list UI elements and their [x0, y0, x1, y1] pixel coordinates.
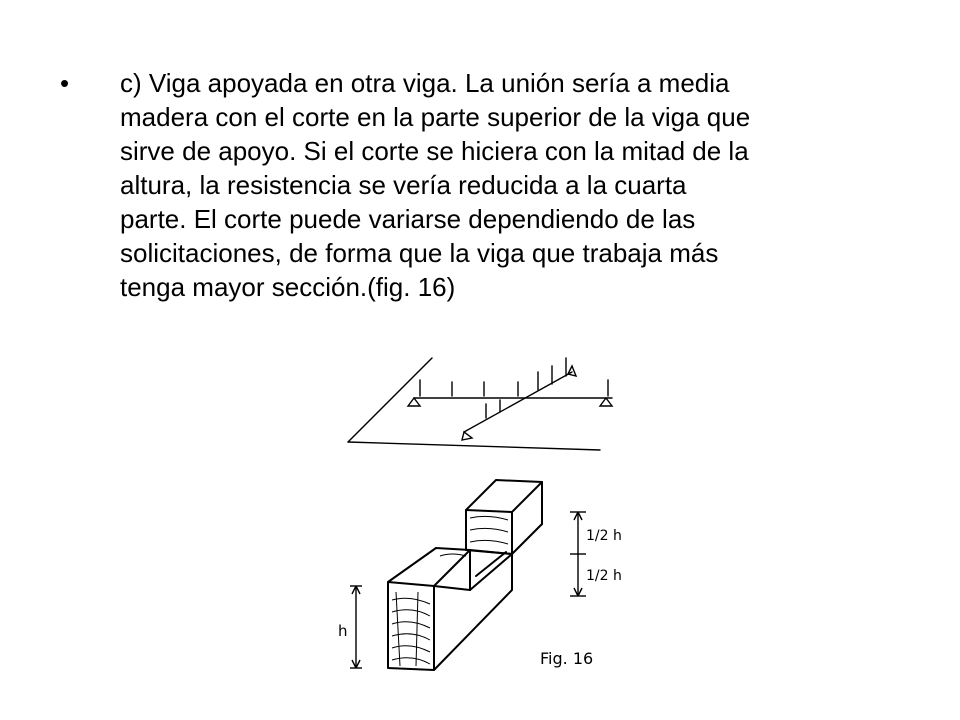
beam-support-sketch: [330, 350, 630, 460]
plane-edge: [348, 358, 432, 442]
support-left: [408, 398, 420, 406]
support-secondary-top: [568, 366, 576, 376]
lower-beam-side: [434, 554, 512, 670]
text-line: parte. El corte puede variarse dependiendo de las: [120, 204, 696, 234]
figure-caption: Fig. 16: [540, 649, 594, 668]
lower-beam-end: [388, 582, 434, 670]
secondary-beam: [464, 372, 572, 432]
bullet-marker: •: [60, 68, 70, 98]
text-line: sirve de apoyo. Si el corte se hiciera con la mitad de la: [120, 136, 749, 166]
text-line: c) Viga apoyada en otra viga. La unión sería a media: [120, 68, 730, 98]
dim-label-upper: 1/2 h: [586, 528, 622, 544]
support-secondary-end: [462, 432, 472, 440]
load-arrows: [420, 358, 608, 418]
dim-label-lower: 1/2 h: [586, 568, 622, 584]
text-line: madera con el corte en la parte superior de la viga que: [120, 102, 751, 132]
text-line: altura, la resistencia se vería reducida a la cuarta: [120, 170, 687, 200]
lower-beam-top: [388, 548, 470, 586]
text-line: solicitaciones, de forma que la viga que trabaja más: [120, 238, 719, 268]
upper-beam-top: [466, 480, 542, 512]
text-line: tenga mayor sección.(fig. 16): [120, 272, 456, 302]
dim-label-h: h: [338, 622, 348, 640]
body-paragraph: [120, 66, 910, 304]
plane-base: [348, 442, 600, 450]
end-grain-hatching: [392, 592, 430, 666]
half-lap-joint-sketch: [330, 470, 630, 675]
dimension-right: [570, 512, 586, 596]
support-right: [600, 398, 612, 406]
dimension-left: [350, 586, 362, 668]
